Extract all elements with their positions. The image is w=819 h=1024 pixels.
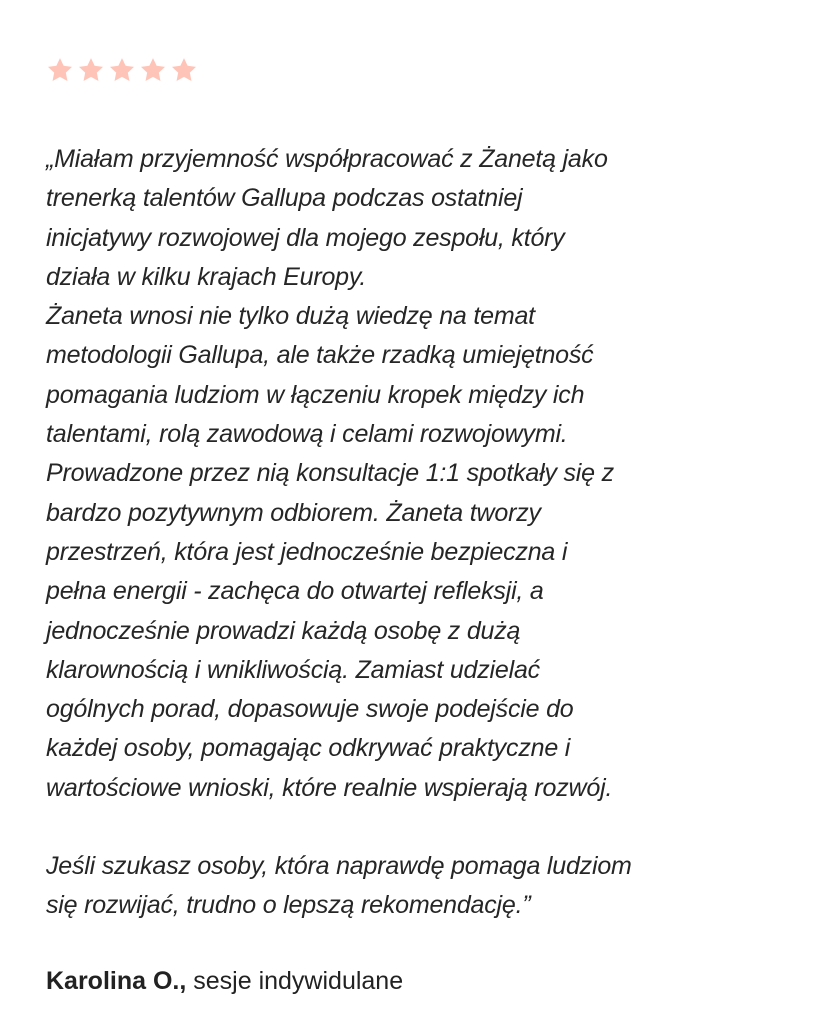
quote-line: przestrzeń, która jest jednocześnie bezpieczna i bbox=[46, 537, 568, 566]
quote-line: ogólnych porad, dopasowuje swoje podejście do bbox=[46, 695, 574, 724]
testimonial-author bbox=[46, 964, 786, 998]
star-icon bbox=[139, 56, 167, 84]
star-icon bbox=[77, 56, 105, 84]
quote-line: pomagania ludziom w łączeniu kropek między ich bbox=[46, 380, 585, 409]
quote-line: się rozwijać, trudno o lepszą rekomendację.” bbox=[46, 891, 531, 920]
quote-line: trenerką talentów Gallupa podczas ostatniej bbox=[46, 184, 523, 213]
testimonial-card bbox=[46, 56, 786, 998]
star-icon bbox=[170, 56, 198, 84]
quote-line: Prowadzone przez nią konsultacje 1:1 spotkały się z bbox=[46, 459, 614, 488]
testimonial-quote bbox=[46, 140, 786, 926]
quote-line: klarownością i wnikliwością. Zamiast udzielać bbox=[46, 655, 540, 684]
quote-line: bardzo pozytywnym odbiorem. Żaneta tworzy bbox=[46, 498, 541, 527]
quote-line: każdej osoby, pomagając odkrywać praktyczne i bbox=[46, 734, 571, 763]
paragraph-spacer bbox=[46, 808, 786, 847]
quote-line: jednocześnie prowadzi każdą osobę z dużą bbox=[46, 616, 521, 645]
quote-line: wartościowe wnioski, które realnie wspierają rozwój. bbox=[46, 773, 613, 802]
star-icon bbox=[108, 56, 136, 84]
author-name: Karolina O., bbox=[46, 966, 187, 995]
quote-line: działa w kilku krajach Europy. bbox=[46, 262, 367, 291]
star-rating bbox=[46, 56, 786, 84]
quote-line: Jeśli szukasz osoby, która naprawdę pomaga ludziom bbox=[46, 852, 632, 881]
author-context: sesje indywidulane bbox=[186, 966, 404, 995]
quote-line: Żaneta wnosi nie tylko dużą wiedzę na temat bbox=[46, 302, 535, 331]
star-icon bbox=[46, 56, 74, 84]
quote-line: metodologii Gallupa, ale także rzadką umiejętność bbox=[46, 341, 594, 370]
quote-line: pełna energii - zachęca do otwartej refleksji, a bbox=[46, 577, 544, 606]
quote-line: talentami, rolą zawodową i celami rozwojowymi. bbox=[46, 420, 568, 449]
quote-line: „Miałam przyjemność współpracować z Żanetą jako bbox=[46, 145, 608, 173]
quote-line: inicjatywy rozwojowej dla mojego zespołu, który bbox=[46, 223, 565, 252]
